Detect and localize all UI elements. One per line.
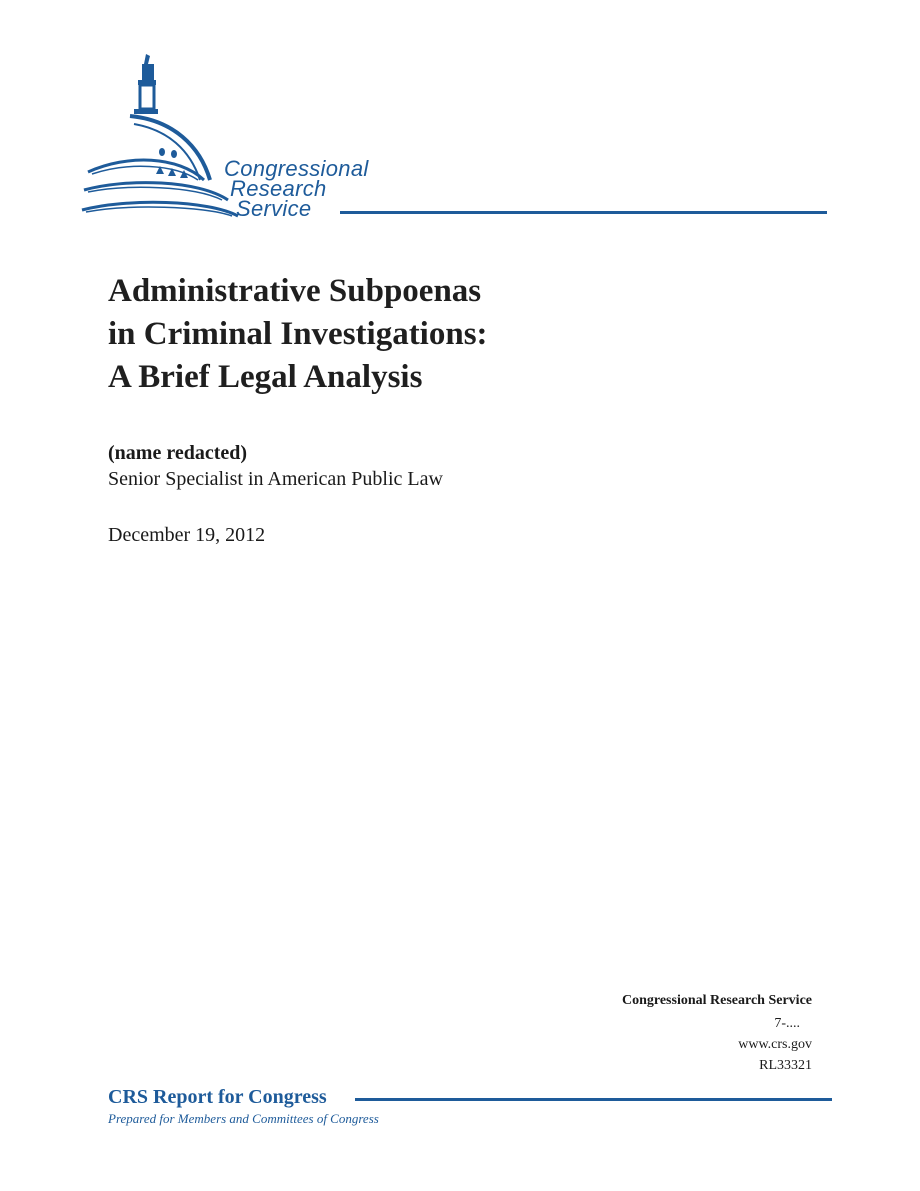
title-line-3: A Brief Legal Analysis (108, 359, 423, 395)
capitol-dome-icon (78, 50, 258, 230)
crs-website: www.crs.gov (738, 1037, 812, 1052)
author-name: (name redacted) (108, 442, 248, 464)
report-title (108, 270, 808, 399)
logo-text-service: Service (236, 196, 312, 221)
crs-info-block (512, 990, 812, 1076)
crs-organization: Congressional Research Service (621, 993, 812, 1008)
title-line-1: Administrative Subpoenas (108, 273, 482, 309)
footer-rule (355, 1098, 832, 1101)
logo-rule (340, 211, 827, 214)
author-position: Senior Specialist in American Public Law (108, 468, 443, 490)
footer-subtitle: Prepared for Members and Committees of Congress (108, 1111, 379, 1126)
order-code: 7-.... (774, 1016, 800, 1031)
footer-title: CRS Report for Congress (108, 1086, 327, 1108)
logo-text-research: Research (230, 176, 327, 201)
report-date: December 19, 2012 (108, 524, 266, 546)
crs-logo (78, 50, 838, 230)
title-line-2: in Criminal Investigations: (108, 316, 488, 352)
report-number: RL33321 (759, 1058, 812, 1073)
logo-text-congressional: Congressional (224, 156, 369, 181)
author-block (108, 440, 808, 492)
